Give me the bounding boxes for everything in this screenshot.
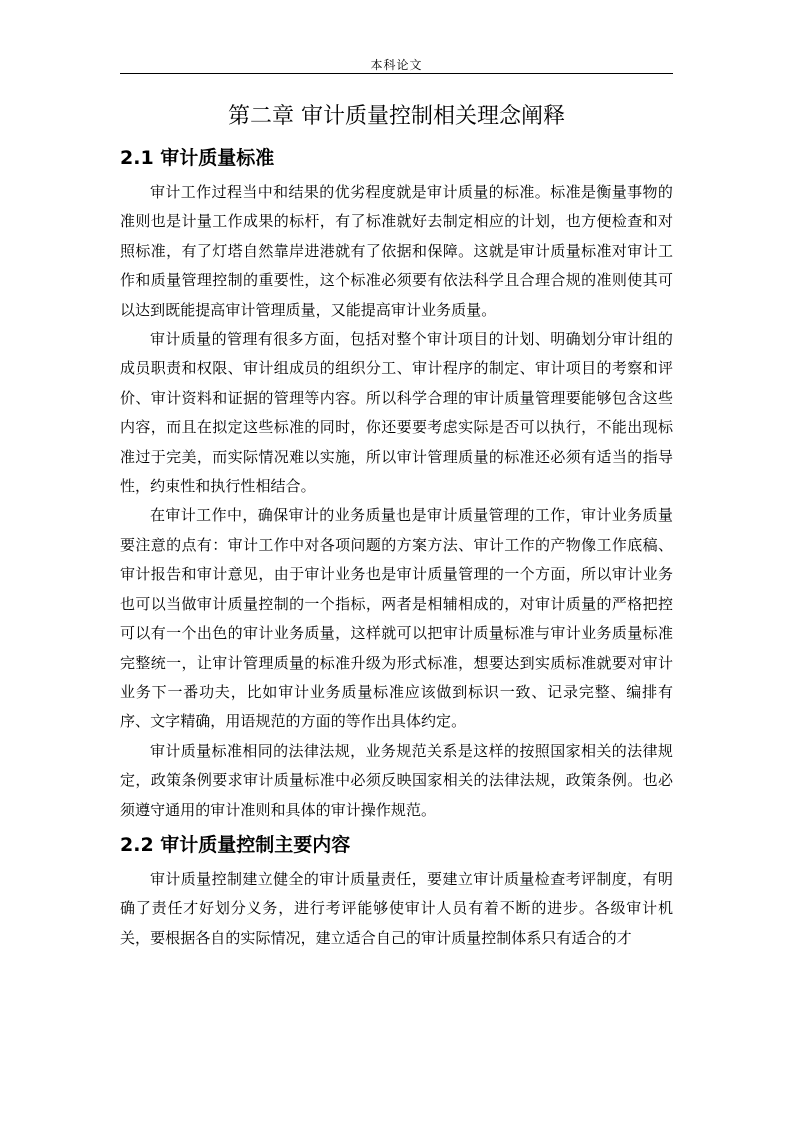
paragraph: 审计质量的管理有很多方面，包括对整个审计项目的计划、明确划分审计组的成员职责和权限、审计组成员的组织分工、审计程序的制定、审计项目的考察和评价、审计资料和证据的管理等内容。所以科学合理的审计质量管理要能够包含这些内容，而且在拟定这些标准的同时，你还要要考虑实际是否可以执行，不能出现标准过于完美，而实际情况难以实施，所以审计管理质量的标准还必须有适当的指导性，约束性和执行性相结合。 [120, 330, 673, 496]
paragraph: 审计质量标准相同的法律法规，业务规范关系是这样的按照国家相关的法律规定，政策条例要求审计质量标准中必须反映国家相关的法律法规，政策条例。也必须遵守通用的审计准则和具体的审计操作规范。 [120, 741, 673, 819]
paragraph: 审计质量控制建立健全的审计质量责任，要建立审计质量检查考评制度，有明确了责任才好划分义务，进行考评能够使审计人员有着不断的进步。各级审计机关，要根据各自的实际情况，建立适合自己的审计质量控制体系只有适合的才 [120, 869, 673, 947]
paragraph: 审计工作过程当中和结果的优劣程度就是审计质量的标准。标准是衡量事物的准则也是计量工作成果的标杆，有了标准就好去制定相应的计划，也方便检查和对照标准，有了灯塔自然靠岸进港就有了依据和保障。这就是审计质量标准对审计工作和质量管理控制的重要性，这个标准必须要有依法科学且合理合规的准则使其可以达到既能提高审计管理质量，又能提高审计业务质量。 [120, 183, 673, 319]
chapter-title: 第二章 审计质量控制相关理念阐释 [228, 104, 565, 129]
section-heading-2-2: 2.2 审计质量控制主要内容 [120, 833, 351, 856]
section-heading-2-1: 2.1 审计质量标准 [120, 147, 275, 169]
header-divider [120, 73, 673, 74]
paragraph: 在审计工作中，确保审计的业务质量也是审计质量管理的工作，审计业务质量要注意的点有：审计工作中对各项问题的方案方法、审计工作的产物像工作底稿、审计报告和审计意见，由于审计业务也是审计质量管理的一个方面，所以审计业务也可以当做审计质量控制的一个指标，两者是相辅相成的，对审计质量的严格把控可以有一个出色的审计业务质量，这样就可以把审计质量标准与审计业务质量标准完整统一，让审计管理质量的标准升级为形式标准，想要达到实质标准就要对审计业务下一番功夫，比如审计业务质量标准应该做到标识一致、记录完整、编排有序、文字精确，用语规范的方面的等作出具体约定。 [120, 506, 673, 731]
running-header: 本科论文 [370, 58, 423, 72]
document-body [120, 96, 673, 953]
